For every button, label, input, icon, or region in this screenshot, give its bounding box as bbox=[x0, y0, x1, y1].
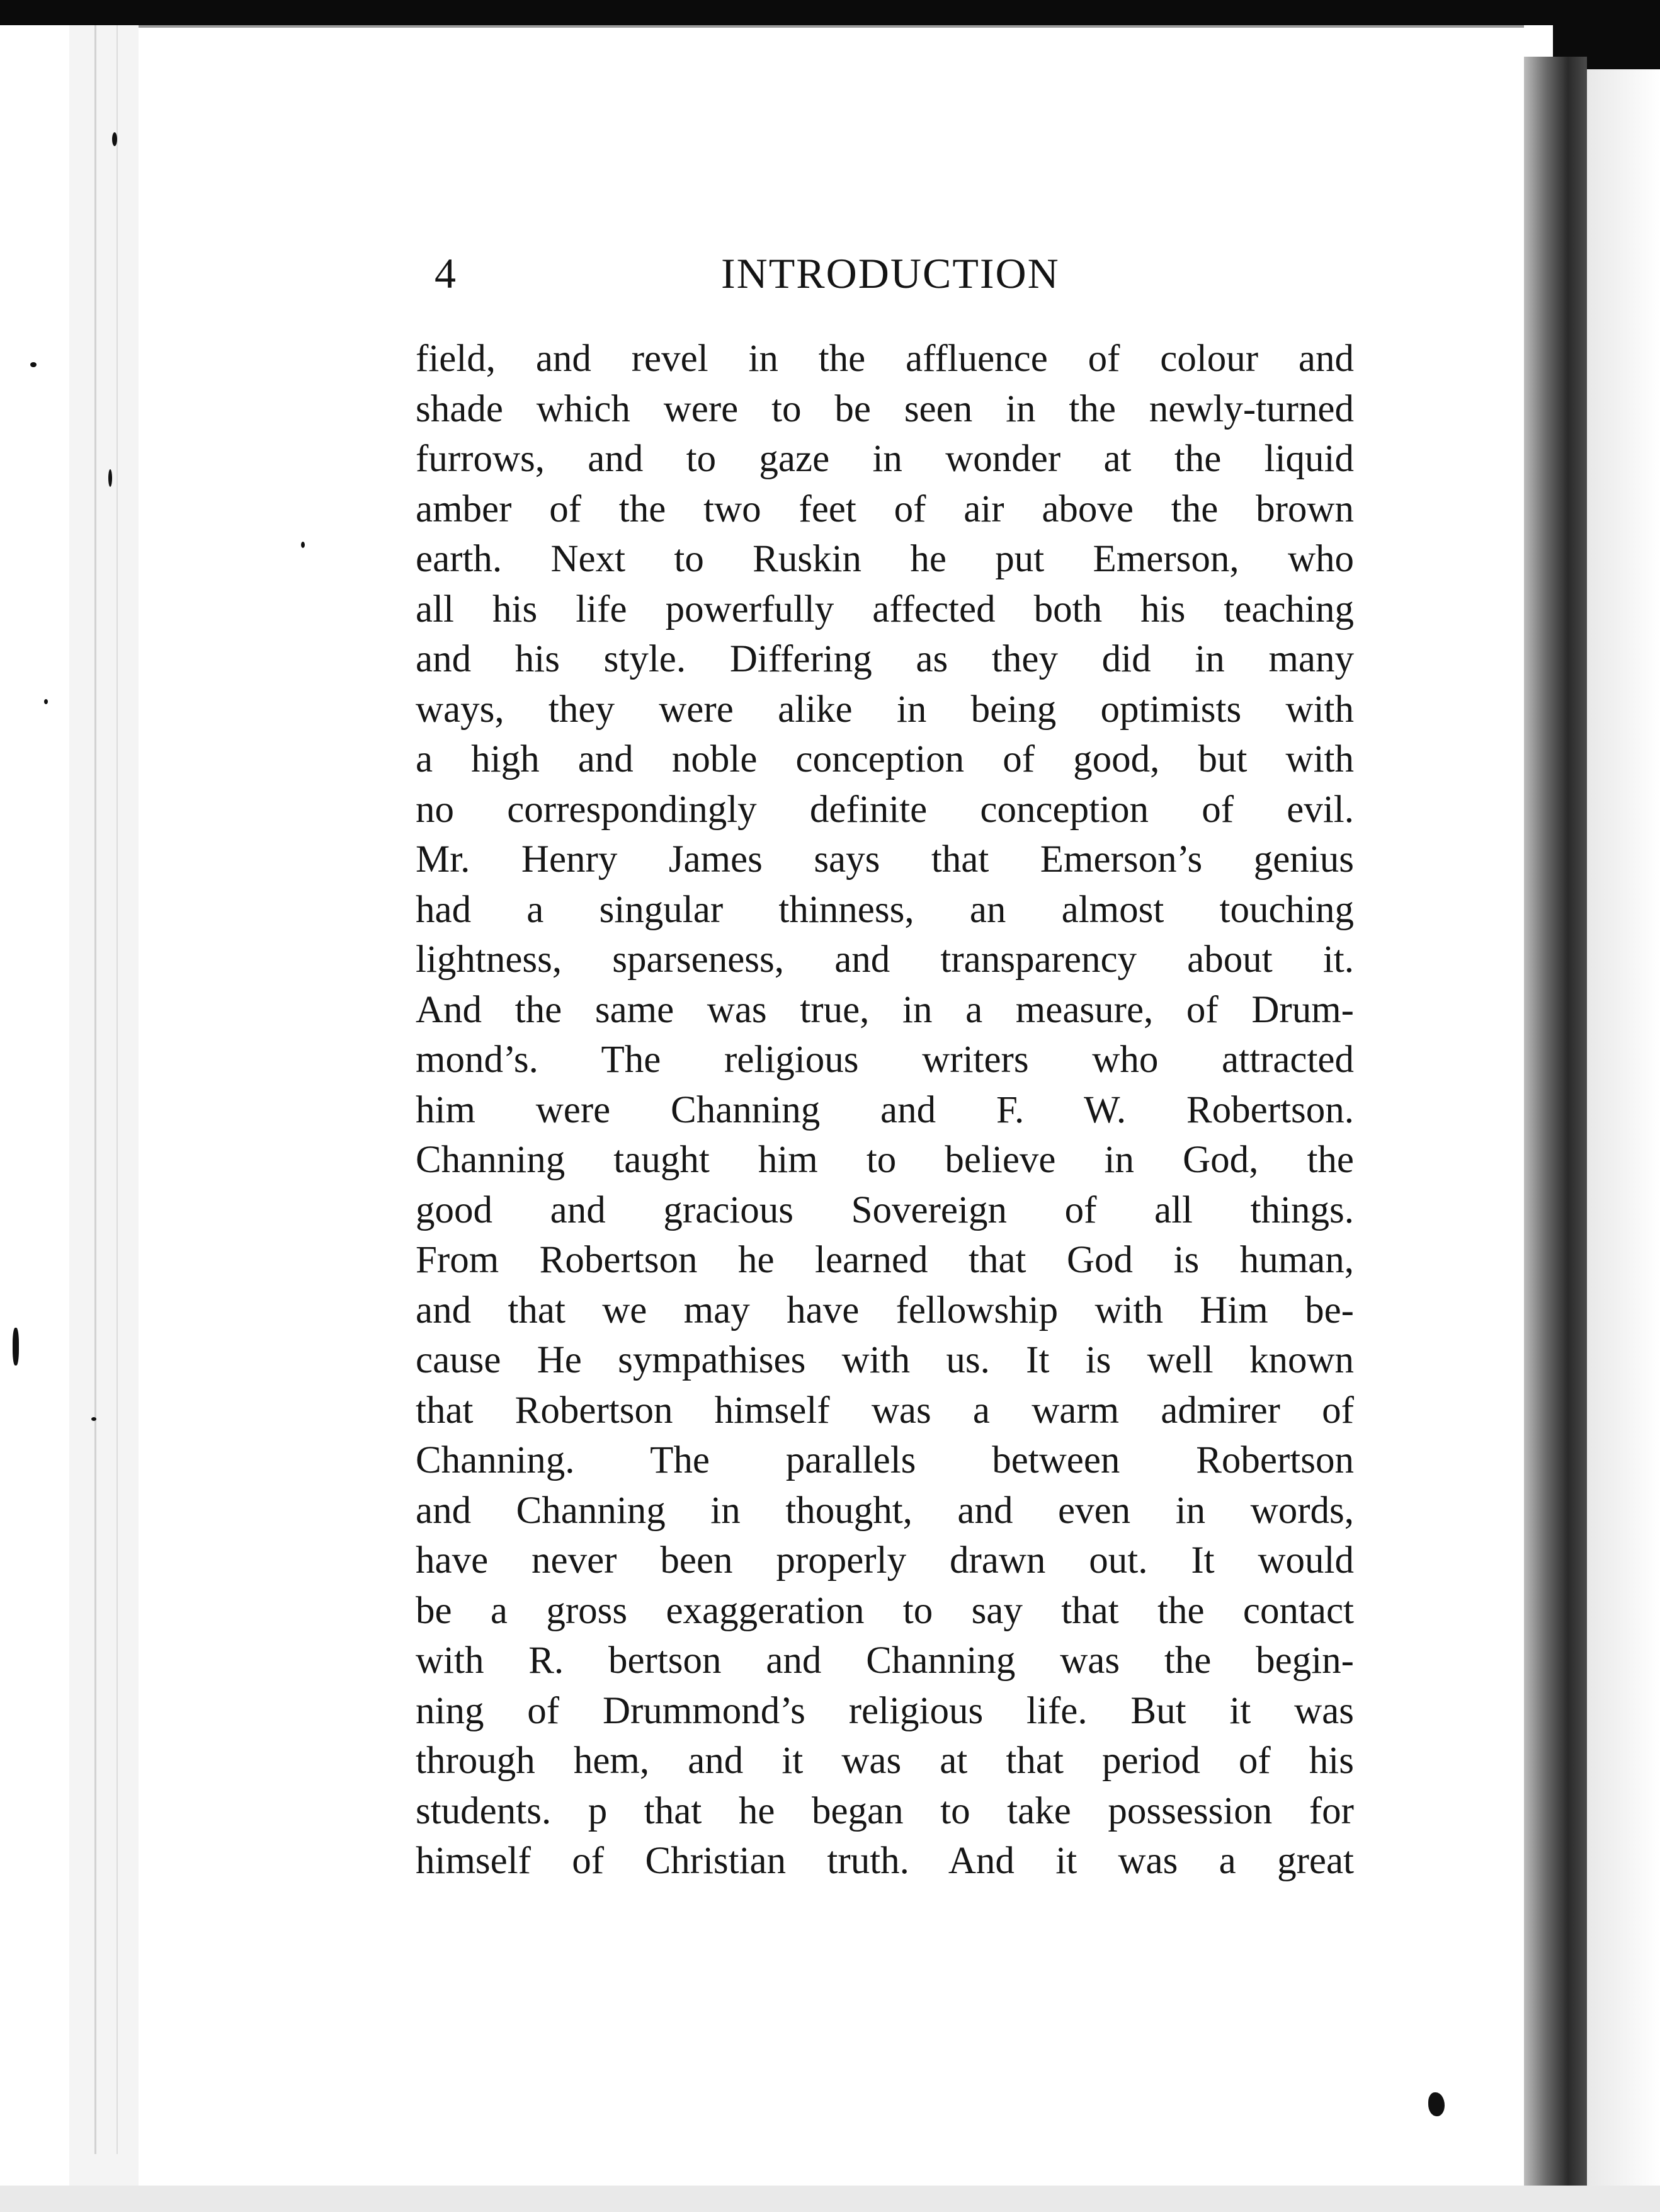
text-line: From Robertson he learned that God is human, bbox=[416, 1239, 1354, 1281]
text-line: him were Channing and F. W. Robertson. bbox=[416, 1088, 1354, 1131]
text-line: Mr. Henry James says that Emerson’s genius bbox=[416, 838, 1354, 881]
text-line: had a singular thinness, an almost touching bbox=[416, 888, 1354, 931]
text-line: lightness, sparseness, and transparency about it. bbox=[416, 938, 1354, 981]
page-edge-line bbox=[94, 25, 96, 2154]
scan-background-top bbox=[0, 0, 1660, 25]
scan-speck bbox=[301, 542, 305, 548]
text-line: students. p that he began to take possession for bbox=[416, 1789, 1354, 1832]
text-line: that Robertson himself was a warm admirer of bbox=[416, 1389, 1354, 1432]
page-stack-edge bbox=[69, 25, 140, 2186]
text-line: through hem, and it was at that period of his bbox=[416, 1740, 1354, 1782]
text-line: have never been properly drawn out. It would bbox=[416, 1539, 1354, 1582]
scan-speck bbox=[108, 469, 112, 487]
ink-blot bbox=[1428, 2092, 1445, 2116]
text-line: and his style. Differing as they did in many bbox=[416, 638, 1354, 680]
scan-speck bbox=[13, 1328, 19, 1365]
text-line: good and gracious Sovereign of all things. bbox=[416, 1189, 1354, 1231]
text-line: earth. Next to Ruskin he put Emerson, who bbox=[416, 538, 1354, 580]
running-head: INTRODUCTION bbox=[721, 249, 1060, 297]
book-gutter bbox=[1524, 57, 1587, 2212]
page-edge-line bbox=[117, 25, 118, 2154]
text-line: And the same was true, in a measure, of Drum- bbox=[416, 988, 1354, 1031]
text-line: shade which were to be seen in the newly-turned bbox=[416, 387, 1354, 430]
text-line: all his life powerfully affected both his teaching bbox=[416, 588, 1354, 630]
text-line: ning of Drummond’s religious life. But it was bbox=[416, 1689, 1354, 1732]
text-line: Channing taught him to believe in God, the bbox=[416, 1139, 1354, 1181]
text-line: Channing. The parallels between Robertson bbox=[416, 1439, 1354, 1481]
text-line: a high and noble conception of good, but with bbox=[416, 738, 1354, 780]
text-line: with R. bertson and Channing was the begin- bbox=[416, 1639, 1354, 1682]
page-number: 4 bbox=[435, 249, 456, 297]
text-line: be a gross exaggeration to say that the contact bbox=[416, 1589, 1354, 1632]
text-line: no correspondingly definite conception of evil. bbox=[416, 788, 1354, 831]
text-line: and Channing in thought, and even in words, bbox=[416, 1489, 1354, 1532]
facing-page-edge bbox=[1587, 69, 1660, 2212]
scan-speck bbox=[91, 1417, 96, 1421]
page-header bbox=[435, 249, 1077, 305]
text-line: ways, they were alike in being optimists with bbox=[416, 688, 1354, 731]
scan-speck bbox=[30, 362, 37, 367]
text-line: himself of Christian truth. And it was a great bbox=[416, 1840, 1354, 1882]
text-line: mond’s. The religious writers who attracted bbox=[416, 1039, 1354, 1081]
text-line: field, and revel in the affluence of colour and bbox=[416, 338, 1354, 380]
body-text bbox=[416, 334, 1354, 1886]
scan-speck bbox=[112, 132, 117, 146]
text-line: amber of the two feet of air above the brown bbox=[416, 487, 1354, 530]
text-line: and that we may have fellowship with Him be- bbox=[416, 1289, 1354, 1331]
scan-bottom-edge bbox=[0, 2186, 1660, 2212]
scan-speck bbox=[44, 699, 48, 704]
text-line: furrows, and to gaze in wonder at the liquid bbox=[416, 438, 1354, 480]
text-line: cause He sympathises with us. It is well known bbox=[416, 1339, 1354, 1381]
